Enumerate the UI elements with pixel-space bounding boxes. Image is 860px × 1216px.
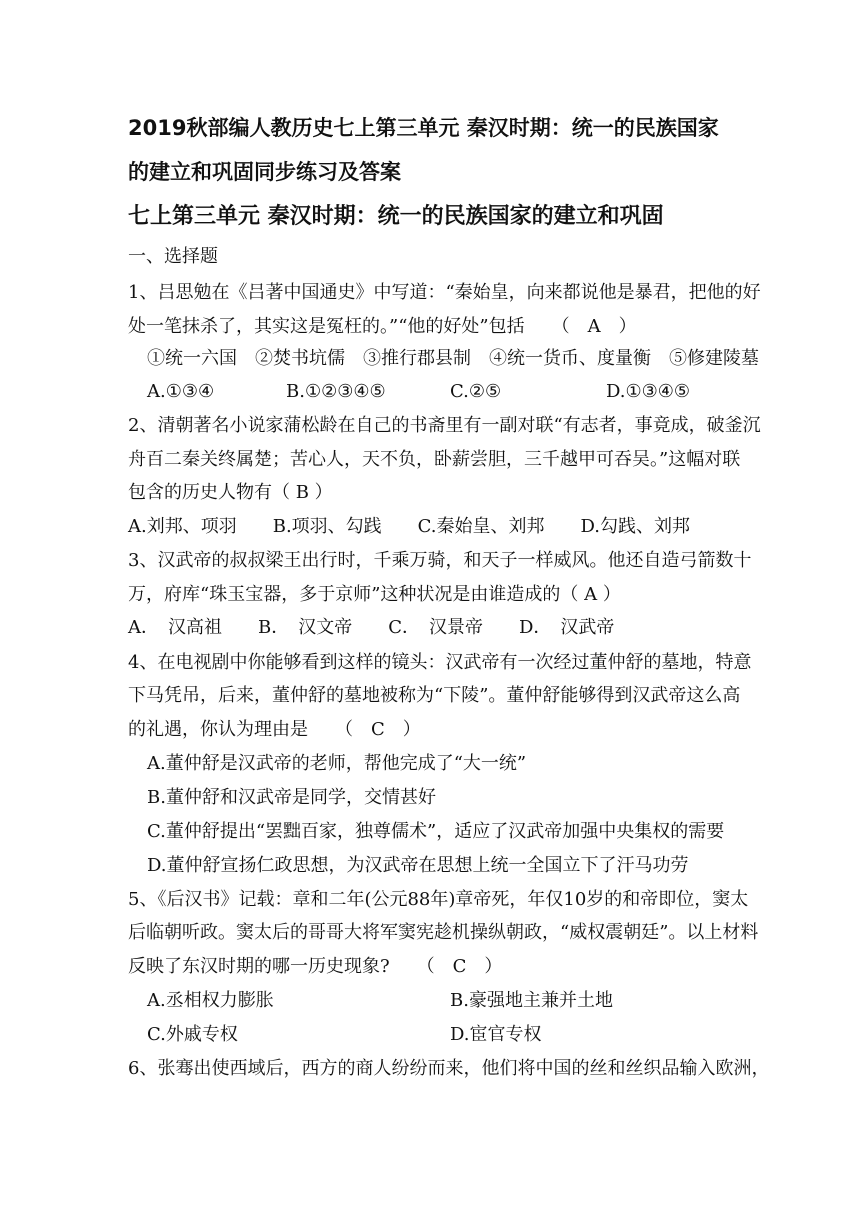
question-5-line-2: 后临朝听政。窦太后的哥哥大将军窦宪趁机操纵朝政，“威权震朝廷”。以上材料	[128, 922, 759, 943]
question-4-line-1: 4、在电视剧中你能够看到这样的镜头：汉武帝有一次经过董仲舒的墓地，特意	[128, 652, 752, 673]
question-5-option-d: D.宦官专权	[450, 1024, 542, 1045]
question-1-option-d: D.①③④⑤	[606, 381, 691, 402]
question-3-options: A． 汉高祖 B． 汉文帝 C． 汉景帝 D． 汉武帝	[128, 617, 615, 638]
question-2-options: A.刘邦、项羽 B.项羽、勾践 C.秦始皇、刘邦 D.勾践、刘邦	[128, 516, 691, 537]
question-4-option-b: B.董仲舒和汉武帝是同学，交情甚好	[147, 787, 436, 808]
document-title-line-1: 2019秋部编人教历史七上第三单元 秦汉时期：统一的民族国家	[128, 116, 719, 140]
question-3-line-2: 万，府库“珠玉宝器，多于京师”这种状况是由谁造成的（ A ）	[128, 584, 621, 605]
question-4-option-c: C.董仲舒提出“罢黜百家，独尊儒术”，适应了汉武帝加强中央集权的需要	[147, 821, 725, 842]
question-3-line-1: 3、汉武帝的叔叔梁王出行时，千乘万骑，和天子一样威风。他还自造弓箭数十	[128, 550, 752, 571]
question-2-line-2: 舟百二秦关终属楚；苦心人，天不负，卧薪尝胆，三千越甲可吞吴。”这幅对联	[128, 449, 741, 470]
question-5-option-a: A.丞相权力膨胀	[147, 990, 274, 1011]
question-5-line-1: 5、《后汉书》记载：章和二年(公元88年)章帝死，年仅10岁的和帝即位，窦太	[128, 889, 749, 910]
question-1-option-a: A.①③④	[147, 381, 215, 402]
question-1-line-1: 1、吕思勉在《吕著中国通史》中写道：“秦始皇，向来都说他是暴君，把他的好	[128, 282, 761, 303]
question-4-option-a: A.董仲舒是汉武帝的老师，帮他完成了“大一统”	[147, 753, 527, 774]
question-1-items: ①统一六国 ②焚书坑儒 ③推行郡县制 ④统一货币、度量衡 ⑤修建陵墓	[147, 348, 759, 369]
question-2-line-1: 2、清朝著名小说家蒲松龄在自己的书斋里有一副对联“有志者，事竟成，破釜沉	[128, 415, 761, 436]
question-1-line-2: 处一笔抹杀了，其实这是冤枉的。”“他的好处”包括 （ A ）	[128, 316, 637, 337]
question-4-option-d: D.董仲舒宣扬仁政思想，为汉武帝在思想上统一全国立下了汗马功劳	[147, 855, 689, 876]
question-1-option-b: B.①②③④⑤	[286, 381, 386, 402]
question-6-line-1: 6、张骞出使西域后，西方的商人纷纷而来，他们将中国的丝和丝织品输入欧洲，	[128, 1058, 770, 1079]
question-1-option-c: C.②⑤	[450, 381, 502, 402]
unit-heading: 七上第三单元 秦汉时期：统一的民族国家的建立和巩固	[128, 204, 664, 229]
question-4-line-3: 的礼遇，你认为理由是 （ C ）	[128, 719, 421, 740]
question-4-line-2: 下马凭吊，后来，董仲舒的墓地被称为“下陵”。董仲舒能够得到汉武帝这么高	[128, 685, 741, 706]
question-5-option-b: B.豪强地主兼并土地	[450, 990, 613, 1011]
question-5-option-c: C.外戚专权	[147, 1024, 238, 1045]
section-heading: 一、选择题	[128, 246, 218, 267]
question-2-line-3: 包含的历史人物有（ B ）	[128, 482, 333, 503]
question-5-line-3: 反映了东汉时期的哪一历史现象? （ C ）	[128, 956, 503, 977]
document-title-line-2: 的建立和巩固同步练习及答案	[128, 160, 401, 184]
